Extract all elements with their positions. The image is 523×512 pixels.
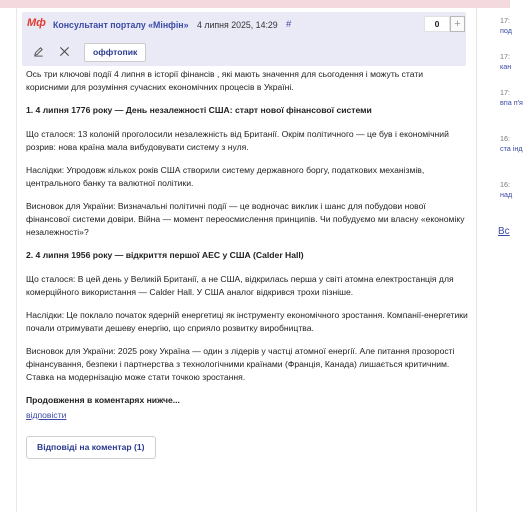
section-heading: 1. 4 липня 1776 року — День незалежності США: старт нової фінансової системи — [26, 105, 372, 115]
news-time: 17: — [500, 52, 510, 61]
delete-button[interactable] — [54, 42, 74, 60]
pencil-icon — [33, 46, 44, 57]
sidebar-news-item[interactable] — [500, 180, 512, 200]
body-paragraph: Що сталося: 13 колоній проголосили незалежність від Британії. Окрім політичного — це був і економічний розрив: нова країна мала вибудовувати систему з нуля. — [26, 129, 449, 152]
news-title[interactable]: ста інд — [500, 144, 523, 153]
news-time: 17: — [500, 16, 510, 25]
body-paragraph: Наслідки: Це поклало початок ядерній енергетиці як інструменту економічного зростання. Компанії-енергетики почали отримувати дешеву енергію, що сприяло розвитку виробництва. — [26, 310, 468, 333]
news-time: 16: — [500, 180, 510, 189]
sidebar-news-item[interactable] — [500, 134, 523, 154]
news-time: 16: — [500, 134, 510, 143]
sidebar-news-item[interactable] — [500, 52, 511, 72]
intro-paragraph: Ось три ключові події 4 липня в історії фінансів , які мають значення для сьогодення і можуть стати корисними для розуміння сучасних економічних процесів в Україні. — [26, 69, 424, 92]
body-paragraph: Наслідки: Упродовж кількох років США створили систему державного боргу, податкових механізмів, центрального банку та валютної політики. — [26, 165, 425, 188]
body-paragraph: Висновок для України: Визначальні політичні події — це водночас виклик і шанс для побудови нової фінансової системи довіри. Війна — момент переосмислення принципів. Чи побудуємо ми власну «економіку незалежності»? — [26, 201, 465, 237]
offtopic-button[interactable]: оффтопик — [84, 43, 146, 62]
comment-permalink[interactable]: # — [286, 19, 292, 30]
left-divider — [16, 8, 17, 512]
sidebar-news-item[interactable] — [500, 88, 523, 108]
comment-header — [22, 12, 466, 66]
comment-date: 4 липня 2025, 14:29 — [197, 20, 278, 30]
comment-score: 0 — [424, 16, 450, 32]
continuation-note: Продовження в коментарях нижче... — [26, 395, 180, 405]
section-heading: 2. 4 липня 1956 року — відкриття першої АЕС у США (Calder Hall) — [26, 250, 304, 260]
plus-icon: + — [454, 18, 461, 30]
show-replies-button[interactable]: Відповіді на коментар (1) — [26, 436, 156, 459]
comment-author[interactable]: Консультант порталу «Мінфін» — [53, 20, 189, 30]
top-banner-strip — [0, 0, 510, 8]
minfin-logo: Мф — [27, 17, 46, 29]
news-title[interactable]: впа п'я — [500, 98, 523, 107]
body-paragraph: Що сталося: В цей день у Великій Британії, а не США, відкрилась перша у світі атомна електростанція для комерційного використання — Calder Hall. У США аналог відкрився трохи пізніше. — [26, 274, 454, 297]
news-time: 17: — [500, 88, 510, 97]
content-divider — [476, 8, 477, 512]
sidebar-news-item[interactable] — [500, 16, 512, 36]
edit-button[interactable] — [28, 42, 48, 60]
comment-body — [26, 68, 468, 459]
upvote-button[interactable] — [450, 16, 465, 32]
all-news-link[interactable]: Вс — [498, 226, 510, 237]
news-title[interactable]: под — [500, 26, 512, 35]
news-title[interactable]: кан — [500, 62, 512, 71]
news-sidebar — [498, 0, 523, 512]
reply-link[interactable]: відповісти — [26, 410, 67, 420]
body-paragraph: Висновок для України: 2025 року Україна — один з лідерів у частці атомної енергії. Але питання прозорості фінансування, безпеки і партнерства з технологічними країнами (Франція, Канада) лишається критичним. Ставка на модернізацію може стати точкою зростання. — [26, 346, 455, 382]
close-icon — [59, 46, 70, 57]
news-title[interactable]: над — [500, 190, 513, 199]
